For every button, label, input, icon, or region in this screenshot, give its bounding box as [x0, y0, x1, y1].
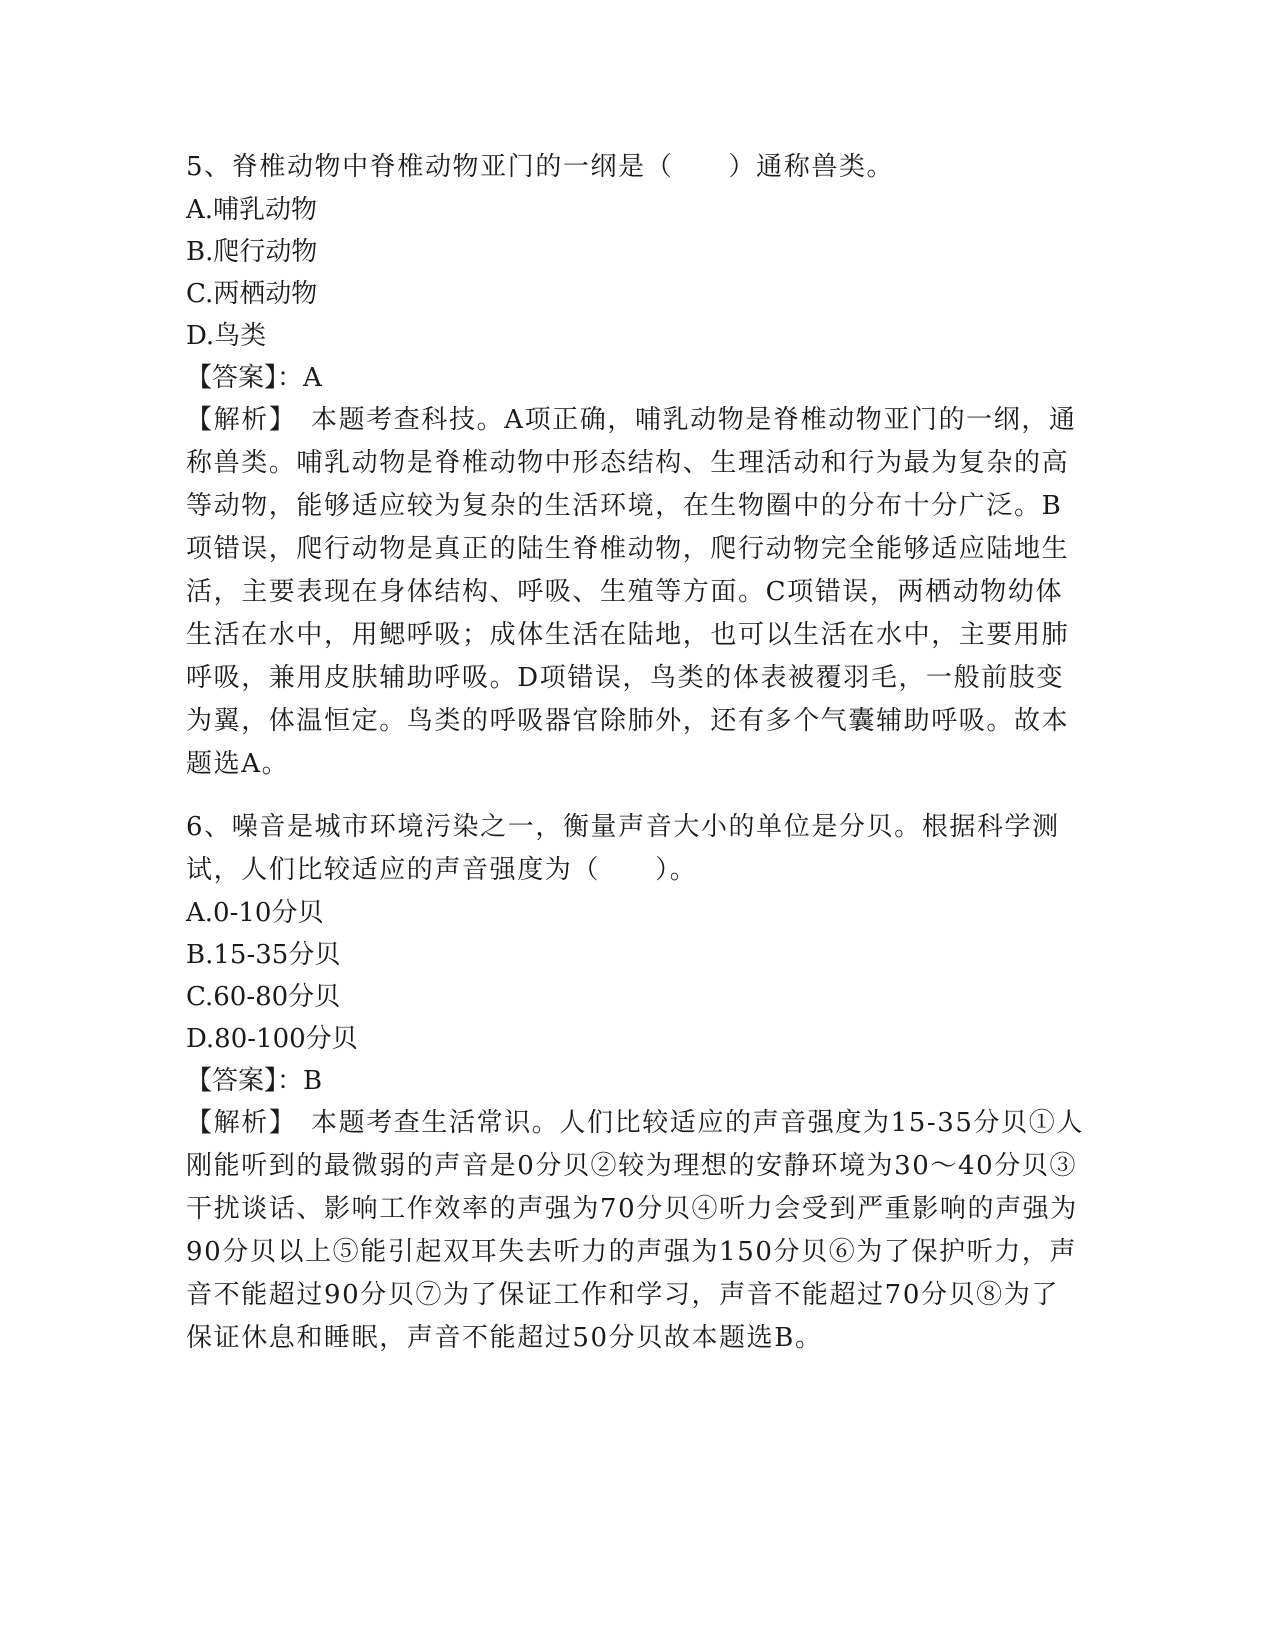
- question-stem: 6、噪音是城市环境污染之一，衡量声音大小的单位是分贝。根据科学测试，人们比较适应的声音强度为（ ）。: [186, 812, 1060, 885]
- answer-line: [186, 357, 1086, 399]
- document-page: [186, 146, 1086, 1360]
- answer-label: 【答案】：: [186, 363, 304, 393]
- option-b: B.爬行动物: [186, 237, 318, 267]
- option-d: D.鸟类: [186, 321, 267, 351]
- answer-value: B: [303, 1066, 323, 1096]
- analysis-label: 【解析】: [186, 405, 284, 435]
- question-stem: 5、脊椎动物中脊椎动物亚门的一纲是（ ）通称兽类。: [186, 152, 895, 182]
- answer-label: 【答案】：: [186, 1066, 304, 1096]
- analysis-paragraph: [186, 399, 1086, 786]
- question-6: [186, 806, 1086, 1360]
- question-5: [186, 146, 1086, 786]
- answer-value: A: [303, 363, 322, 393]
- option-b: B.15-35分贝: [186, 940, 341, 970]
- answer-line: [186, 1060, 1086, 1102]
- option-a: A.0-10分贝: [186, 898, 324, 928]
- option-c: C.60-80分贝: [186, 982, 341, 1012]
- option-a: A.哺乳动物: [186, 195, 318, 225]
- analysis-label: 【解析】: [186, 1108, 284, 1138]
- analysis-paragraph: [186, 1102, 1086, 1360]
- option-d: D.80-100分贝: [186, 1024, 358, 1054]
- analysis-text: 本题考查生活常识。人们比较适应的声音强度为15-35分贝①人刚能听到的最微弱的声音是0分贝②较为理想的安静环境为30～40分贝③干扰谈话、影响工作效率的声强为70分贝④听力会受到严重影响的声强为90分贝以上⑤能引起双耳失去听力的声强为150分贝⑥为了保护听力，声音不能超过90分贝⑦为了保证工作和学习，声音不能超过70分贝⑧为了保证休息和睡眠，声音不能超过50分贝故本题选B。: [186, 1108, 1084, 1353]
- question-spacer: [186, 786, 1086, 806]
- option-c: C.两栖动物: [186, 279, 318, 309]
- analysis-text: 本题考查科技。A项正确，哺乳动物是脊椎动物亚门的一纲，通称兽类。哺乳动物是脊椎动物中形态结构、生理活动和行为最为复杂的高等动物，能够适应较为复杂的生活环境，在生物圈中的分布十分广泛。B项错误，爬行动物是真正的陆生脊椎动物，爬行动物完全能够适应陆地生活，主要表现在身体结构、呼吸、生殖等方面。C项错误，两栖动物幼体生活在水中，用鳃呼吸；成体生活在陆地，也可以生活在水中，主要用肺呼吸，兼用皮肤辅助呼吸。D项错误，鸟类的体表被覆羽毛，一般前肢变为翼，体温恒定。鸟类的呼吸器官除肺外，还有多个气囊辅助呼吸。故本题选A。: [186, 405, 1077, 779]
